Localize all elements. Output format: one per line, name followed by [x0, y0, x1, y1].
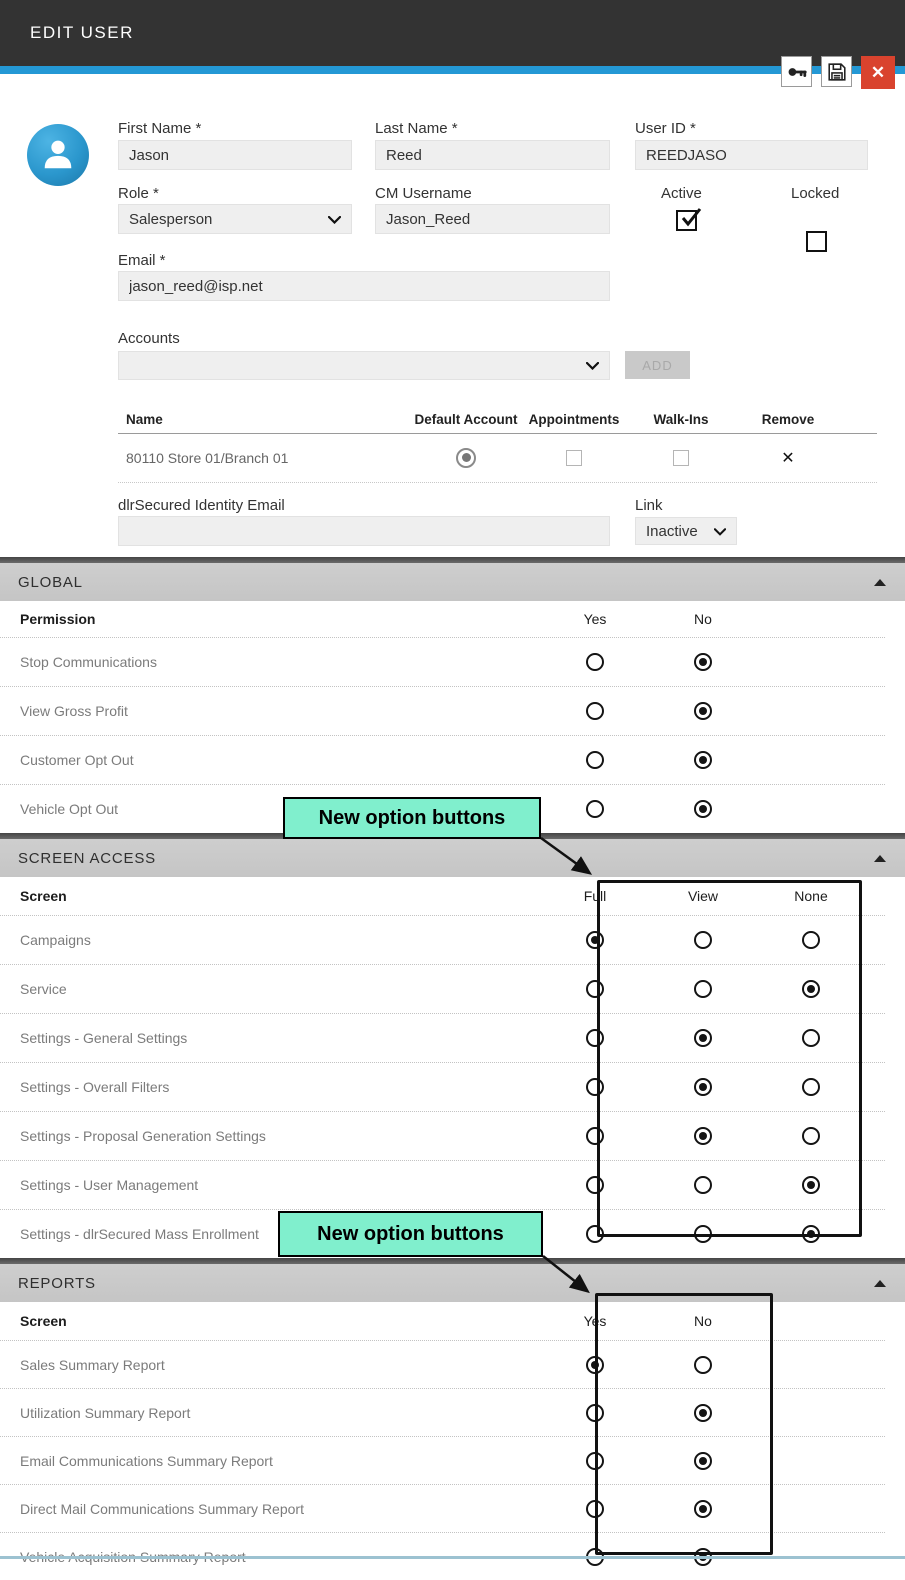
radio-dot: [699, 707, 707, 715]
option-group: [541, 1356, 757, 1374]
option-cell: [541, 751, 649, 769]
chevron-down-icon: [328, 211, 341, 228]
section-header-reports[interactable]: [0, 1264, 905, 1302]
option-group: [541, 702, 757, 720]
cm-username-input[interactable]: [375, 204, 610, 234]
radio-settings-overall-filters-view[interactable]: [694, 1078, 712, 1096]
role-label: Role *: [118, 185, 159, 202]
option-cell: [757, 1176, 865, 1194]
permission-row: [0, 1112, 885, 1161]
link-value: Inactive: [646, 522, 698, 540]
account-name: 80110 Store 01/Branch 01: [126, 449, 289, 466]
accounts-col-default: Default Account: [414, 412, 518, 427]
col-header-permission: Permission: [20, 611, 96, 627]
permission-label: Utilization Summary Report: [20, 1404, 191, 1421]
chevron-down-icon: [714, 523, 726, 540]
radio-dot: [699, 1083, 707, 1091]
option-cell: [541, 1225, 649, 1243]
option-cell: [757, 1225, 865, 1243]
option-cell: [541, 1176, 649, 1194]
permission-row: [0, 1341, 885, 1389]
radio-sales-summary-report-yes[interactable]: [586, 1356, 604, 1374]
radio-service-view[interactable]: [694, 980, 712, 998]
collapse-arrow-icon[interactable]: [874, 855, 886, 862]
locked-label: Locked: [791, 185, 840, 202]
option-cell: [649, 1127, 757, 1145]
radio-utilization-summary-report-no[interactable]: [694, 1404, 712, 1422]
role-value: Salesperson: [129, 210, 213, 228]
annotation-callout-1: New option buttons: [283, 797, 541, 839]
permission-row: [0, 965, 885, 1014]
option-group: [541, 653, 757, 671]
cm-username-label: CM Username: [375, 185, 472, 202]
radio-sales-summary-report-no[interactable]: [694, 1356, 712, 1374]
option-cell: [757, 931, 865, 949]
col-header-none: None: [794, 888, 828, 904]
permission-label: Direct Mail Communications Summary Report: [20, 1500, 304, 1517]
option-group: [541, 1225, 865, 1243]
option-cell: [649, 800, 757, 818]
radio-settings-proposal-generation-settings-full[interactable]: [586, 1127, 604, 1145]
radio-settings-general-settings-view[interactable]: [694, 1029, 712, 1047]
radio-vehicle-opt-out-no[interactable]: [694, 800, 712, 818]
col-header-no: No: [694, 611, 712, 627]
option-group: [541, 980, 865, 998]
option-group: [541, 1029, 865, 1047]
option-cell: [649, 1356, 757, 1374]
key-icon: [786, 61, 808, 83]
option-cell: [541, 1029, 649, 1047]
save-disk-icon: [826, 61, 848, 83]
col-header-yes: Yes: [583, 611, 607, 627]
radio-dot: [699, 1034, 707, 1042]
option-cell: [541, 653, 649, 671]
permission-label: Settings - Overall Filters: [20, 1079, 170, 1095]
close-icon: ✕: [870, 62, 886, 82]
accounts-label: Accounts: [118, 330, 180, 347]
last-name-label: Last Name *: [375, 120, 458, 137]
dlr-email-label: dlrSecured Identity Email: [118, 497, 285, 514]
option-cell: [649, 1225, 757, 1243]
col-header-full: Full: [583, 888, 607, 904]
bottom-accent-line: [0, 1556, 905, 1559]
appointments-checkbox[interactable]: [566, 450, 582, 466]
link-label: Link: [635, 497, 663, 514]
radio-customer-opt-out-no[interactable]: [694, 751, 712, 769]
radio-settings-dlrsecured-mass-enrollment-full[interactable]: [586, 1225, 604, 1243]
radio-email-communications-summary-report-yes[interactable]: [586, 1452, 604, 1470]
email-input[interactable]: [118, 271, 610, 301]
option-group: [541, 1127, 865, 1145]
permission-row: [0, 916, 885, 965]
accounts-col-remove: Remove: [761, 412, 815, 427]
radio-settings-overall-filters-none[interactable]: [802, 1078, 820, 1096]
permission-row: [0, 1389, 885, 1437]
permission-row: [0, 736, 885, 785]
option-cell: [649, 980, 757, 998]
radio-service-none[interactable]: [802, 980, 820, 998]
save-button[interactable]: [821, 56, 852, 87]
default-account-radio[interactable]: [456, 448, 476, 468]
radio-view-gross-profit-no[interactable]: [694, 702, 712, 720]
active-label: Active: [661, 185, 702, 202]
option-cell: [649, 653, 757, 671]
permission-label: Service: [20, 981, 67, 997]
radio-service-full[interactable]: [586, 980, 604, 998]
radio-dot: [807, 985, 815, 993]
col-header-no: No: [694, 1313, 712, 1329]
dlr-email-input[interactable]: [118, 516, 610, 546]
radio-dot: [699, 1409, 707, 1417]
radio-stop-communications-no[interactable]: [694, 653, 712, 671]
permission-label: Settings - dlrSecured Mass Enrollment: [20, 1226, 259, 1242]
password-key-button[interactable]: [781, 56, 812, 87]
option-cell: [541, 1356, 649, 1374]
option-cell: [541, 1404, 649, 1422]
option-cell: [541, 931, 649, 949]
user-avatar: [27, 124, 89, 186]
option-cell: [541, 1452, 649, 1470]
option-group: [541, 1452, 757, 1470]
permission-label: Customer Opt Out: [20, 752, 134, 768]
permission-label: View Gross Profit: [20, 703, 128, 719]
close-button[interactable]: [861, 56, 895, 89]
radio-dot: [699, 658, 707, 666]
role-select[interactable]: [118, 204, 352, 234]
option-cell: [649, 1176, 757, 1194]
permission-row: [0, 638, 885, 687]
option-cell: [649, 751, 757, 769]
permission-row: [0, 1161, 885, 1210]
radio-dot: [807, 1230, 815, 1238]
edit-user-form: [0, 74, 905, 557]
radio-dot: [591, 1361, 599, 1369]
user-id-label: User ID *: [635, 120, 696, 137]
permission-label: Stop Communications: [20, 654, 157, 670]
radio-settings-proposal-generation-settings-view[interactable]: [694, 1127, 712, 1145]
add-account-button[interactable]: ADD: [625, 351, 690, 379]
collapse-arrow-icon[interactable]: [874, 1280, 886, 1287]
section-header-screen-access[interactable]: [0, 839, 905, 877]
permission-row: [0, 1437, 885, 1485]
radio-settings-user-management-none[interactable]: [802, 1176, 820, 1194]
user-id-input[interactable]: [635, 140, 868, 170]
email-label: Email *: [118, 252, 166, 269]
permission-label: Sales Summary Report: [20, 1356, 165, 1373]
section-header-global[interactable]: [0, 563, 905, 601]
radio-settings-overall-filters-full[interactable]: [586, 1078, 604, 1096]
permission-row: [0, 687, 885, 736]
section-global: [0, 557, 905, 833]
accounts-col-name: Name: [126, 412, 163, 427]
section-screen-access: [0, 833, 905, 1258]
section-title: REPORTS: [18, 1274, 96, 1292]
radio-dot: [591, 936, 599, 944]
option-group: [541, 1404, 757, 1422]
radio-settings-dlrsecured-mass-enrollment-view[interactable]: [694, 1225, 712, 1243]
radio-view-gross-profit-yes[interactable]: [586, 702, 604, 720]
radio-dot: [699, 805, 707, 813]
radio-settings-proposal-generation-settings-none[interactable]: [802, 1127, 820, 1145]
option-cell: [649, 1029, 757, 1047]
option-group: [541, 1078, 865, 1096]
radio-dot: [699, 756, 707, 764]
radio-settings-user-management-view[interactable]: [694, 1176, 712, 1194]
option-cell: [757, 1078, 865, 1096]
chevron-down-icon: [586, 357, 599, 374]
first-name-input[interactable]: [118, 140, 352, 170]
locked-checkbox[interactable]: [806, 231, 827, 252]
section-title: SCREEN ACCESS: [18, 849, 156, 867]
link-select[interactable]: [635, 517, 737, 545]
radio-dot: [807, 1181, 815, 1189]
option-cell: [649, 1078, 757, 1096]
radio-email-communications-summary-report-no[interactable]: [694, 1452, 712, 1470]
option-cell: [541, 1078, 649, 1096]
walk-ins-checkbox[interactable]: [673, 450, 689, 466]
accounts-col-appointments: Appointments: [528, 412, 620, 427]
accent-bar: [0, 66, 905, 74]
radio-campaigns-none[interactable]: [802, 931, 820, 949]
radio-utilization-summary-report-yes[interactable]: [586, 1404, 604, 1422]
permission-row: [0, 1485, 885, 1533]
permission-label: Campaigns: [20, 932, 91, 948]
account-row: [118, 433, 877, 483]
radio-dot: [462, 453, 471, 462]
col-header-screen: Screen: [20, 1313, 67, 1329]
option-group: [541, 1500, 757, 1518]
radio-direct-mail-communications-summary-report-no[interactable]: [694, 1500, 712, 1518]
option-cell: [541, 702, 649, 720]
permission-row: [0, 1014, 885, 1063]
col-header-view: View: [687, 888, 719, 904]
dialog-titlebar: [0, 0, 905, 66]
last-name-input[interactable]: [375, 140, 610, 170]
option-cell: [541, 800, 649, 818]
radio-settings-general-settings-full[interactable]: [586, 1029, 604, 1047]
remove-account-button[interactable]: ✕: [781, 449, 795, 467]
option-group: [541, 800, 757, 818]
option-cell: [757, 1127, 865, 1145]
option-cell: [649, 702, 757, 720]
radio-dot: [699, 1457, 707, 1465]
collapse-arrow-icon[interactable]: [874, 579, 886, 586]
radio-customer-opt-out-yes[interactable]: [586, 751, 604, 769]
permission-label: Email Communications Summary Report: [20, 1452, 273, 1469]
option-group: [541, 751, 757, 769]
radio-vehicle-opt-out-yes[interactable]: [586, 800, 604, 818]
radio-campaigns-view[interactable]: [694, 931, 712, 949]
option-cell: [649, 1404, 757, 1422]
section-title: GLOBAL: [18, 573, 83, 591]
option-group: [541, 931, 865, 949]
col-header-yes: Yes: [583, 1313, 607, 1329]
active-checkbox[interactable]: [676, 210, 697, 231]
option-cell: [541, 1500, 649, 1518]
radio-settings-general-settings-none[interactable]: [802, 1029, 820, 1047]
option-cell: [541, 980, 649, 998]
radio-settings-user-management-full[interactable]: [586, 1176, 604, 1194]
permission-label: Settings - Proposal Generation Settings: [20, 1128, 266, 1144]
accounts-select[interactable]: [118, 351, 610, 380]
option-group: [541, 1176, 865, 1194]
annotation-callout-2: New option buttons: [278, 1211, 543, 1257]
permission-label: Settings - General Settings: [20, 1030, 188, 1046]
radio-settings-dlrsecured-mass-enrollment-none[interactable]: [802, 1225, 820, 1243]
person-icon: [39, 134, 77, 177]
radio-stop-communications-yes[interactable]: [586, 653, 604, 671]
col-header-screen: Screen: [20, 888, 67, 904]
section-reports: [0, 1258, 905, 1580]
radio-direct-mail-communications-summary-report-yes[interactable]: [586, 1500, 604, 1518]
option-cell: [757, 980, 865, 998]
option-cell: [649, 1452, 757, 1470]
option-cell: [757, 1029, 865, 1047]
radio-dot: [699, 1132, 707, 1140]
radio-campaigns-full[interactable]: [586, 931, 604, 949]
permission-label: Vehicle Opt Out: [20, 801, 119, 817]
permission-row: [0, 1063, 885, 1112]
accounts-col-walkins: Walk-Ins: [653, 412, 709, 427]
permission-label: Settings - User Management: [20, 1177, 199, 1193]
first-name-label: First Name *: [118, 120, 202, 137]
option-cell: [649, 931, 757, 949]
dialog-title: EDIT USER: [30, 23, 134, 42]
option-cell: [541, 1127, 649, 1145]
accounts-header-rule: [118, 410, 877, 434]
radio-dot: [699, 1505, 707, 1513]
option-cell: [649, 1500, 757, 1518]
